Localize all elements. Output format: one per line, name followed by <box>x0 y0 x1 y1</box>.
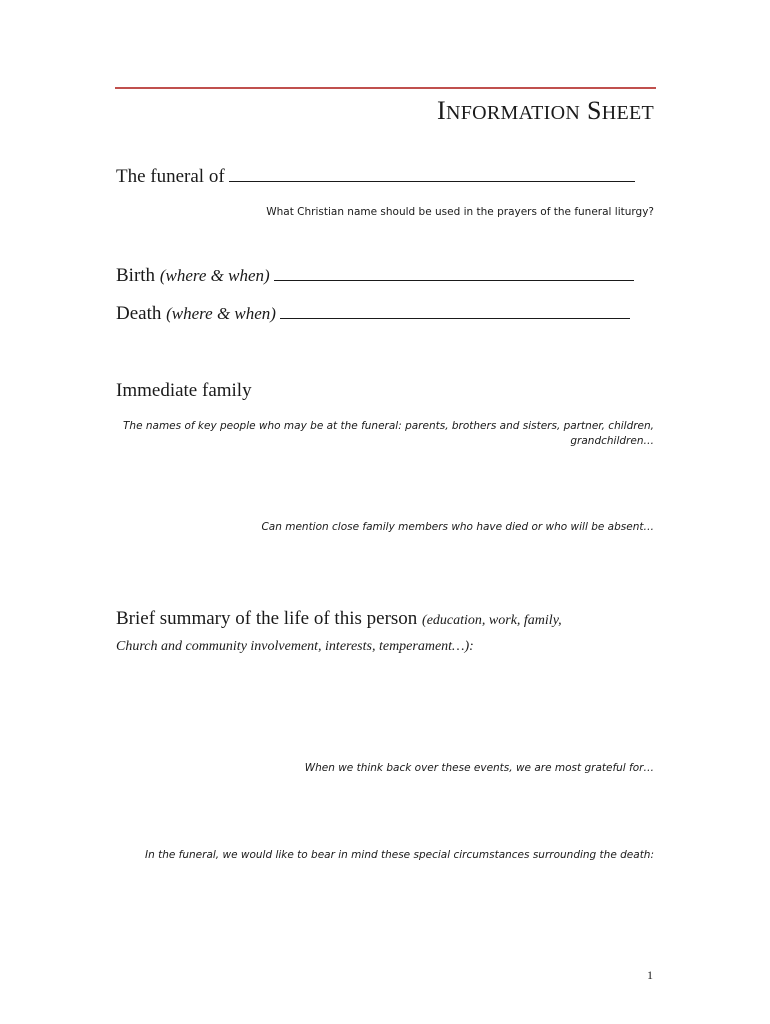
family-names-note-line-2: grandchildren… <box>570 435 654 447</box>
immediate-family-heading: Immediate family <box>116 380 252 401</box>
birth-blank[interactable] <box>274 266 634 281</box>
funeral-of-field <box>116 166 635 188</box>
family-names-note <box>114 419 654 449</box>
page-title <box>437 96 654 126</box>
death-label: Death <box>116 303 162 324</box>
title-initial-2: S <box>586 96 602 125</box>
family-names-note-line-1: The names of key people who may be at the funeral: parents, brothers and sisters, partner, children, <box>123 420 654 432</box>
page-number: 1 <box>647 968 653 982</box>
funeral-of-blank[interactable] <box>229 167 635 182</box>
life-summary-heading <box>116 607 656 659</box>
top-rule <box>115 87 656 89</box>
christian-name-note: What Christian name should be used in the prayers of the funeral liturgy? <box>266 206 654 218</box>
title-initial-1: I <box>437 96 446 125</box>
title-rest-2: HEET <box>601 102 654 124</box>
life-summary-title: Brief summary of the life of this person <box>116 608 418 629</box>
grateful-note: When we think back over these events, we are most grateful for… <box>304 762 654 774</box>
circumstances-note: In the funeral, we would like to bear in mind these special circumstances surrounding the death: <box>145 849 654 861</box>
title-rest-1: NFORMATION <box>446 102 581 124</box>
life-summary-qualifier-1: (education, work, family, <box>422 613 562 628</box>
funeral-of-label: The funeral of <box>116 166 225 187</box>
family-absent-note: Can mention close family members who have died or who will be absent… <box>261 521 654 533</box>
birth-qualifier: (where & when) <box>159 266 270 285</box>
life-summary-qualifier-2: Church and community involvement, interests, temperament…): <box>116 639 474 654</box>
birth-label: Birth <box>116 265 156 286</box>
death-qualifier: (where & when) <box>166 304 276 323</box>
birth-field <box>116 265 634 287</box>
death-blank[interactable] <box>280 304 630 319</box>
death-field <box>116 303 630 325</box>
